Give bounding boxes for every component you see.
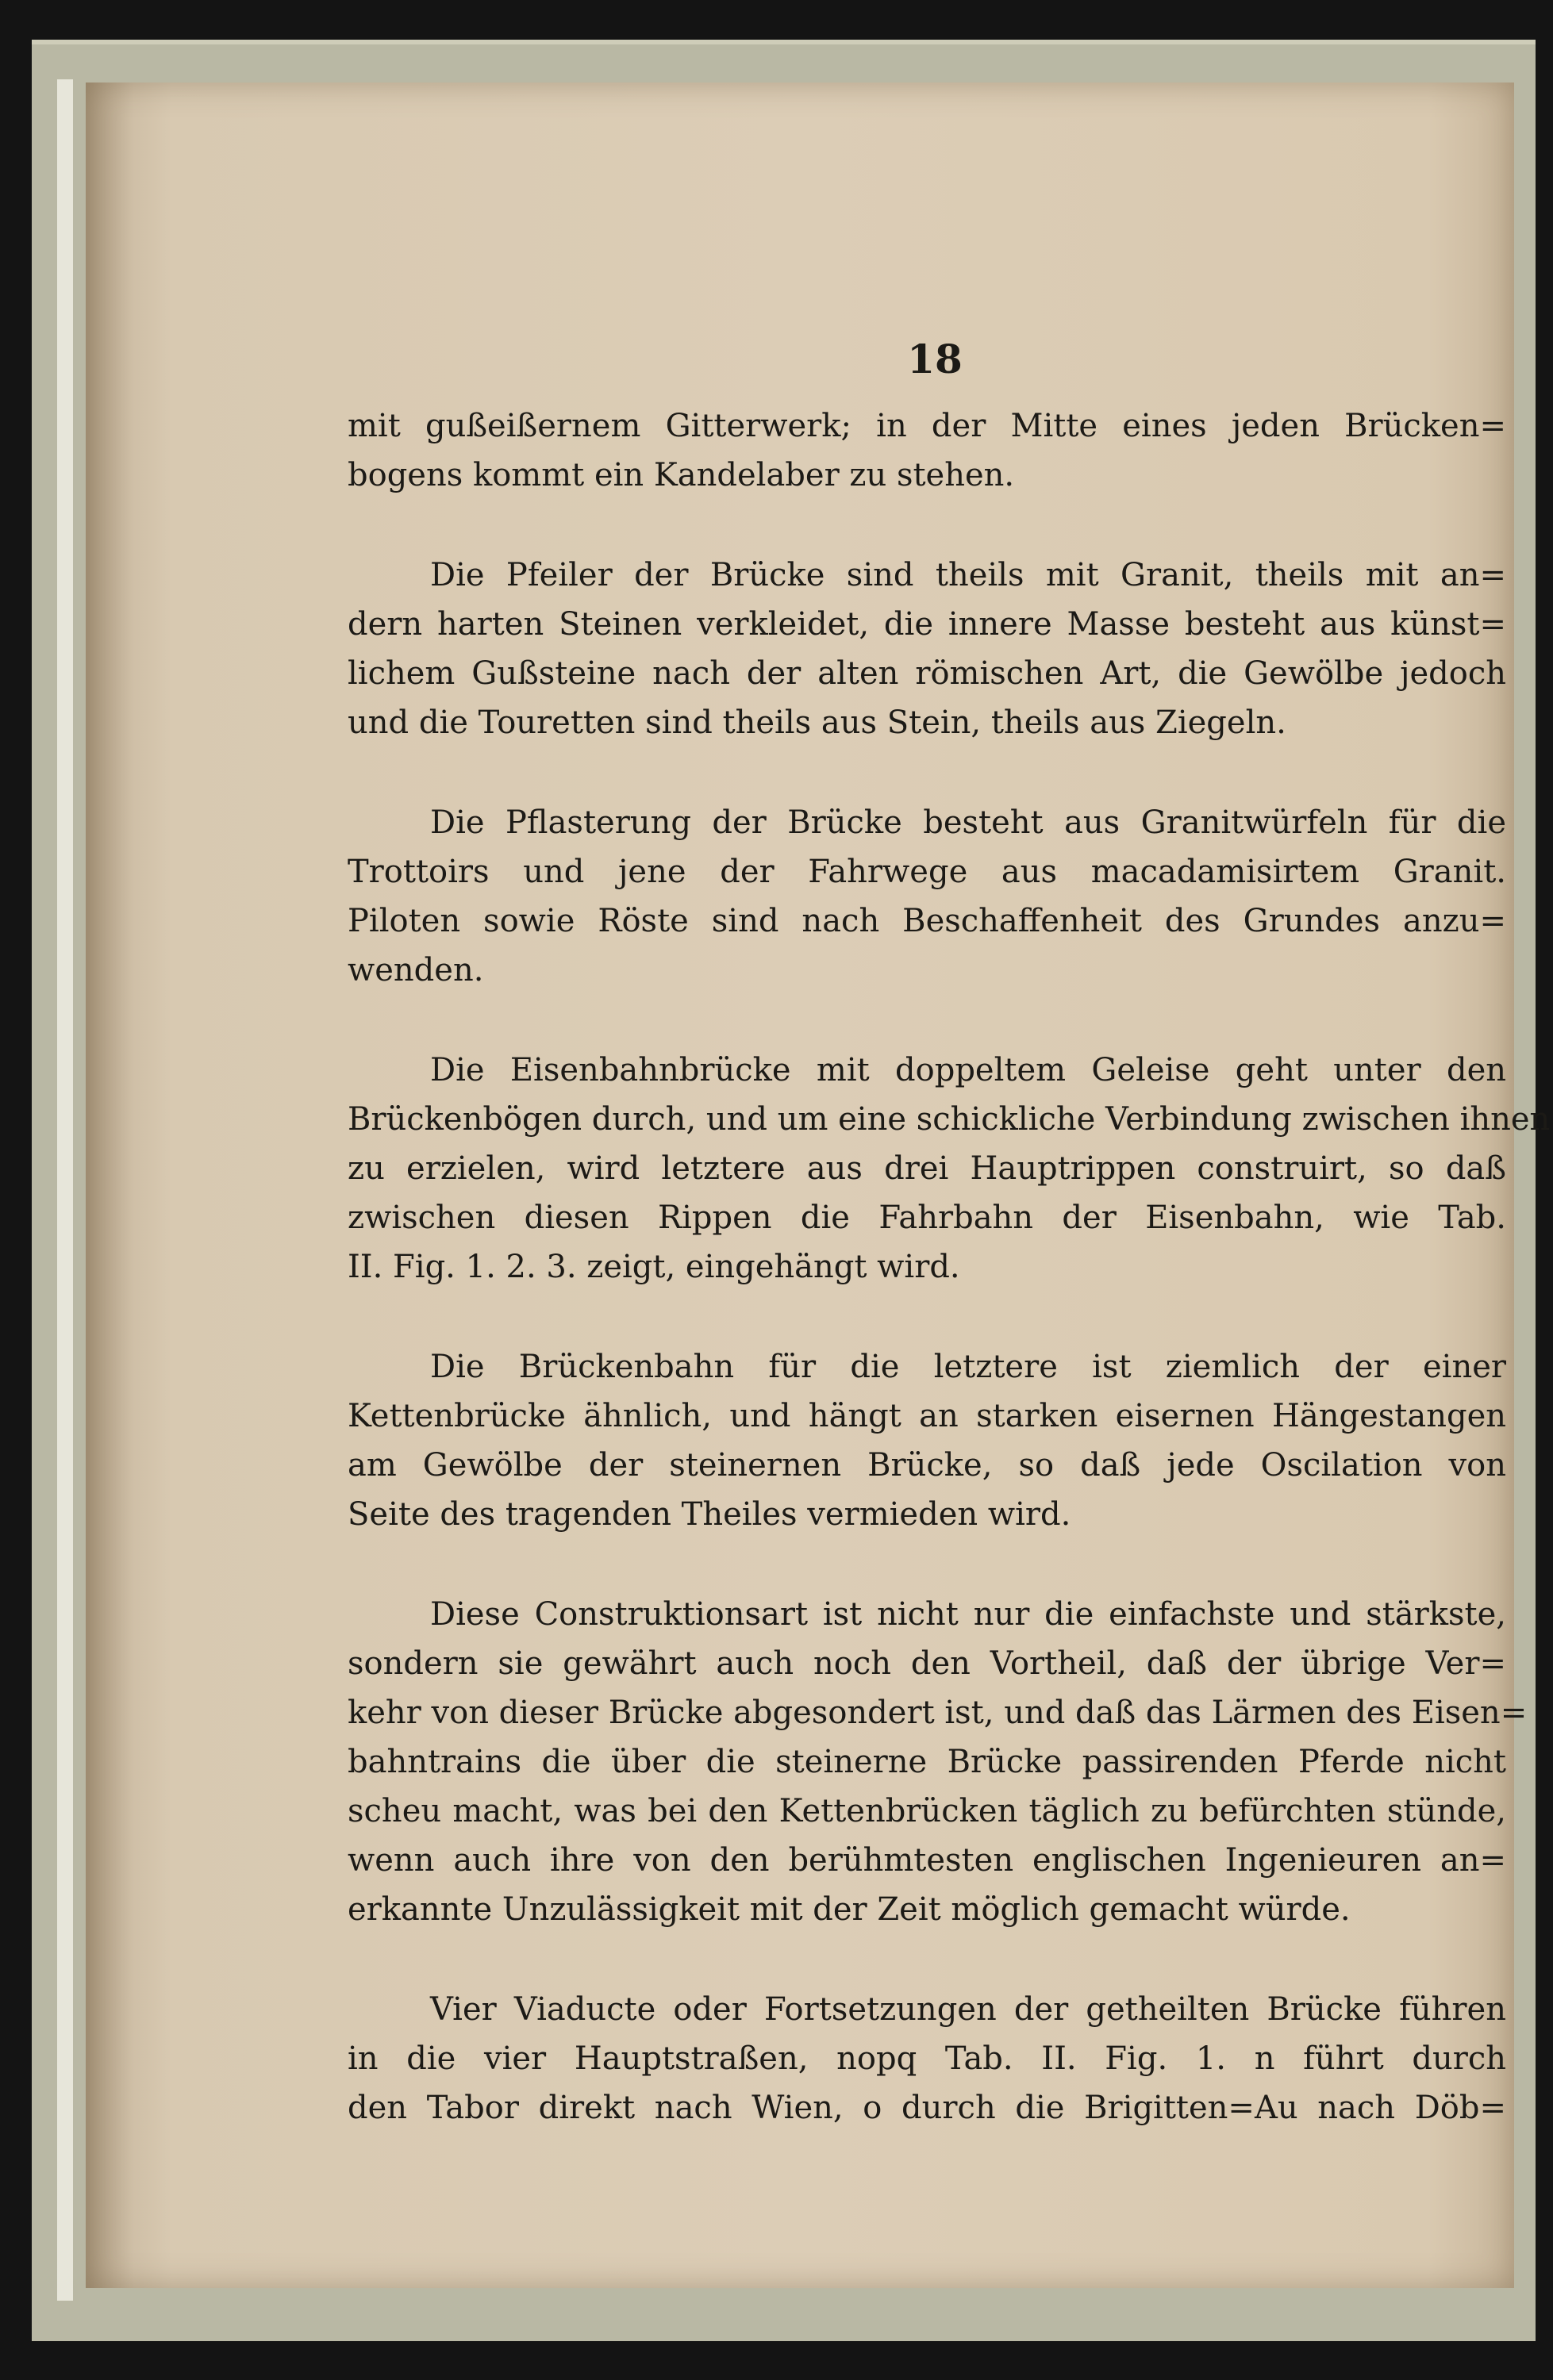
paragraph-2 xyxy=(348,551,1506,747)
text-line: lichem Gußsteine nach der alten römischen Art, die Gewölbe jedoch xyxy=(348,655,1506,692)
text-line: zu erzielen, wird letztere aus drei Hauptrippen construirt, so daß xyxy=(348,1150,1506,1187)
text-line: Die Eisenbahnbrücke mit doppeltem Geleise geht unter den xyxy=(430,1052,1506,1088)
text-line: wenn auch ihre von den berühmtesten englischen Ingenieuren an= xyxy=(348,1842,1506,1879)
text-line: bogens kommt ein Kandelaber zu stehen. xyxy=(348,457,1015,493)
text-line: Die Pfeiler der Brücke sind theils mit Granit, theils mit an= xyxy=(430,557,1506,593)
gutter-shadow xyxy=(86,83,133,2288)
text-line: den Tabor direkt nach Wien, o durch die Brigitten=Au nach Döb= xyxy=(348,2090,1506,2126)
text-line: Brückenbögen durch, und um eine schickliche Verbindung zwischen ihnen xyxy=(348,1101,1551,1138)
text-line: bahntrains die über die steinerne Brücke passirenden Pferde nicht xyxy=(348,1744,1506,1780)
text-line: erkannte Unzulässigkeit mit der Zeit möglich gemacht würde. xyxy=(348,1891,1351,1928)
text-line: Trottoirs und jene der Fahrwege aus macadamisirtem Granit. xyxy=(348,854,1506,890)
text-line: in die vier Hauptstraßen, nopq Tab. II. Fig. 1. n führt durch xyxy=(348,2040,1506,2077)
text-line: Vier Viaducte oder Fortsetzungen der getheilten Brücke führen xyxy=(430,1991,1506,2028)
paragraph-6 xyxy=(348,1590,1528,1934)
paragraph-1 xyxy=(348,401,1506,500)
text-line: wenden. xyxy=(348,952,484,988)
text-line: mit gußeißernem Gitterwerk; in der Mitte eines jeden Brücken= xyxy=(348,408,1506,444)
text-line: Die Brückenbahn für die letztere ist ziemlich der einer xyxy=(430,1349,1506,1385)
paragraph-3 xyxy=(348,798,1506,995)
page-number: 18 xyxy=(907,336,963,382)
page-text xyxy=(348,336,1551,2183)
paragraph-5 xyxy=(348,1342,1506,1539)
text-line: und die Touretten sind theils aus Stein, theils aus Ziegeln. xyxy=(348,704,1286,741)
paragraph-4 xyxy=(348,1046,1551,1292)
text-line: Seite des tragenden Theiles vermieden wird. xyxy=(348,1496,1071,1533)
text-line: zwischen diesen Rippen die Fahrbahn der Eisenbahn, wie Tab. xyxy=(348,1200,1506,1236)
text-line: Diese Construktionsart ist nicht nur die einfachste und stärkste, xyxy=(430,1596,1506,1633)
text-line: dern harten Steinen verkleidet, die innere Masse besteht aus künst= xyxy=(348,606,1506,643)
book-page xyxy=(86,83,1551,2288)
text-line: sondern sie gewährt auch noch den Vortheil, daß der übrige Ver= xyxy=(348,1645,1506,1682)
text-line: am Gewölbe der steinernen Brücke, so daß jede Oscilation von xyxy=(348,1447,1506,1484)
page-stack-edge xyxy=(57,79,73,2301)
text-line: scheu macht, was bei den Kettenbrücken täglich zu befürchten stünde, xyxy=(348,1793,1506,1829)
text-line: kehr von dieser Brücke abgesondert ist, und daß das Lärmen des Eisen= xyxy=(348,1695,1528,1731)
text-line: II. Fig. 1. 2. 3. zeigt, eingehängt wird. xyxy=(348,1249,960,1285)
text-line: Piloten sowie Röste sind nach Beschaffenheit des Grundes anzu= xyxy=(348,903,1506,939)
text-line: Die Pflasterung der Brücke besteht aus Granitwürfeln für die xyxy=(430,804,1506,841)
paragraph-7 xyxy=(348,1985,1506,2132)
text-line: Kettenbrücke ähnlich, und hängt an starken eisernen Hängestangen xyxy=(348,1398,1506,1434)
